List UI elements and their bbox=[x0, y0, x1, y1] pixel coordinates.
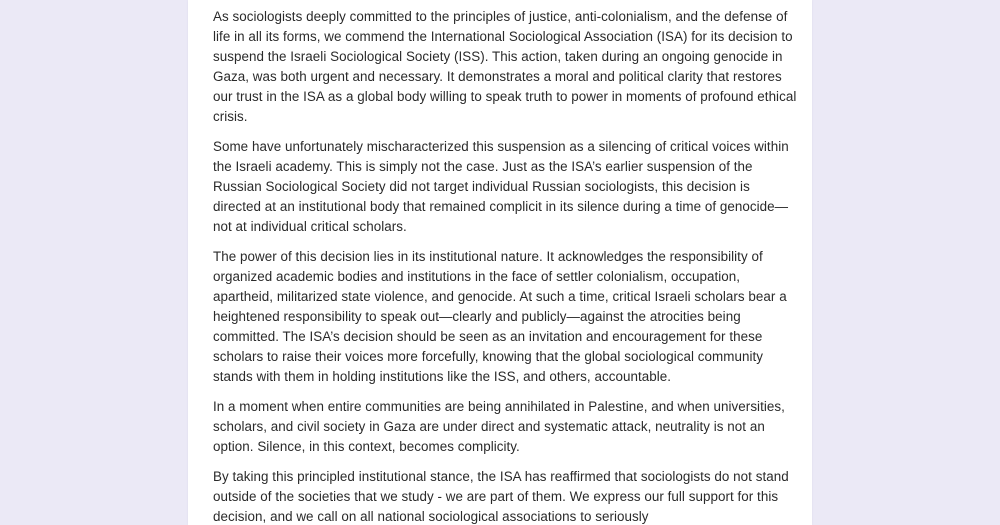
paragraph-4: In a moment when entire communities are being annihilated in Palestine, and when universities, scholars, and civil society in Gaza are under direct and systematic attack, neutrality is not an option. Silence, in this context, becomes complicity. bbox=[213, 399, 785, 454]
document-page bbox=[188, 0, 812, 525]
paragraph-2: Some have unfortunately mischaracterized this suspension as a silencing of critical voices within the Israeli academy. This is simply not the case. Just as the ISA’s earlier suspension of the Russian Sociological Society did not target individual Russian sociologists, this decision is directed at an institutional body that remained complicit in its silence during a time of genocide—not at individual critical scholars. bbox=[213, 139, 789, 234]
paragraph-5: By taking this principled institutional stance, the ISA has reaffirmed that sociologists do not stand outside of the societies that we study - we are part of them. We express our full support for this decision, and we call on all national sociological associations to seriously bbox=[213, 469, 789, 524]
paragraph-1: As sociologists deeply committed to the principles of justice, anti-colonialism, and the defense of life in all its forms, we commend the International Sociological Association (ISA) for its decision to suspend the Israeli Sociological Society (ISS). This action, taken during an ongoing genocide in Gaza, was both urgent and necessary. It demonstrates a moral and political clarity that restores our trust in the ISA as a global body willing to speak truth to power in moments of profound ethical crisis. bbox=[213, 9, 797, 124]
document-body bbox=[213, 7, 798, 525]
paragraph-3: The power of this decision lies in its institutional nature. It acknowledges the responsibility of organized academic bodies and institutions in the face of settler colonialism, occupation, apartheid, militarized state violence, and genocide. At such a time, critical Israeli scholars bear a heightened responsibility to speak out—clearly and publicly—against the atrocities being committed. The ISA’s decision should be seen as an invitation and encouragement for these scholars to raise their voices more forcefully, knowing that the global sociological community stands with them in holding institutions like the ISS, and others, accountable. bbox=[213, 249, 787, 384]
